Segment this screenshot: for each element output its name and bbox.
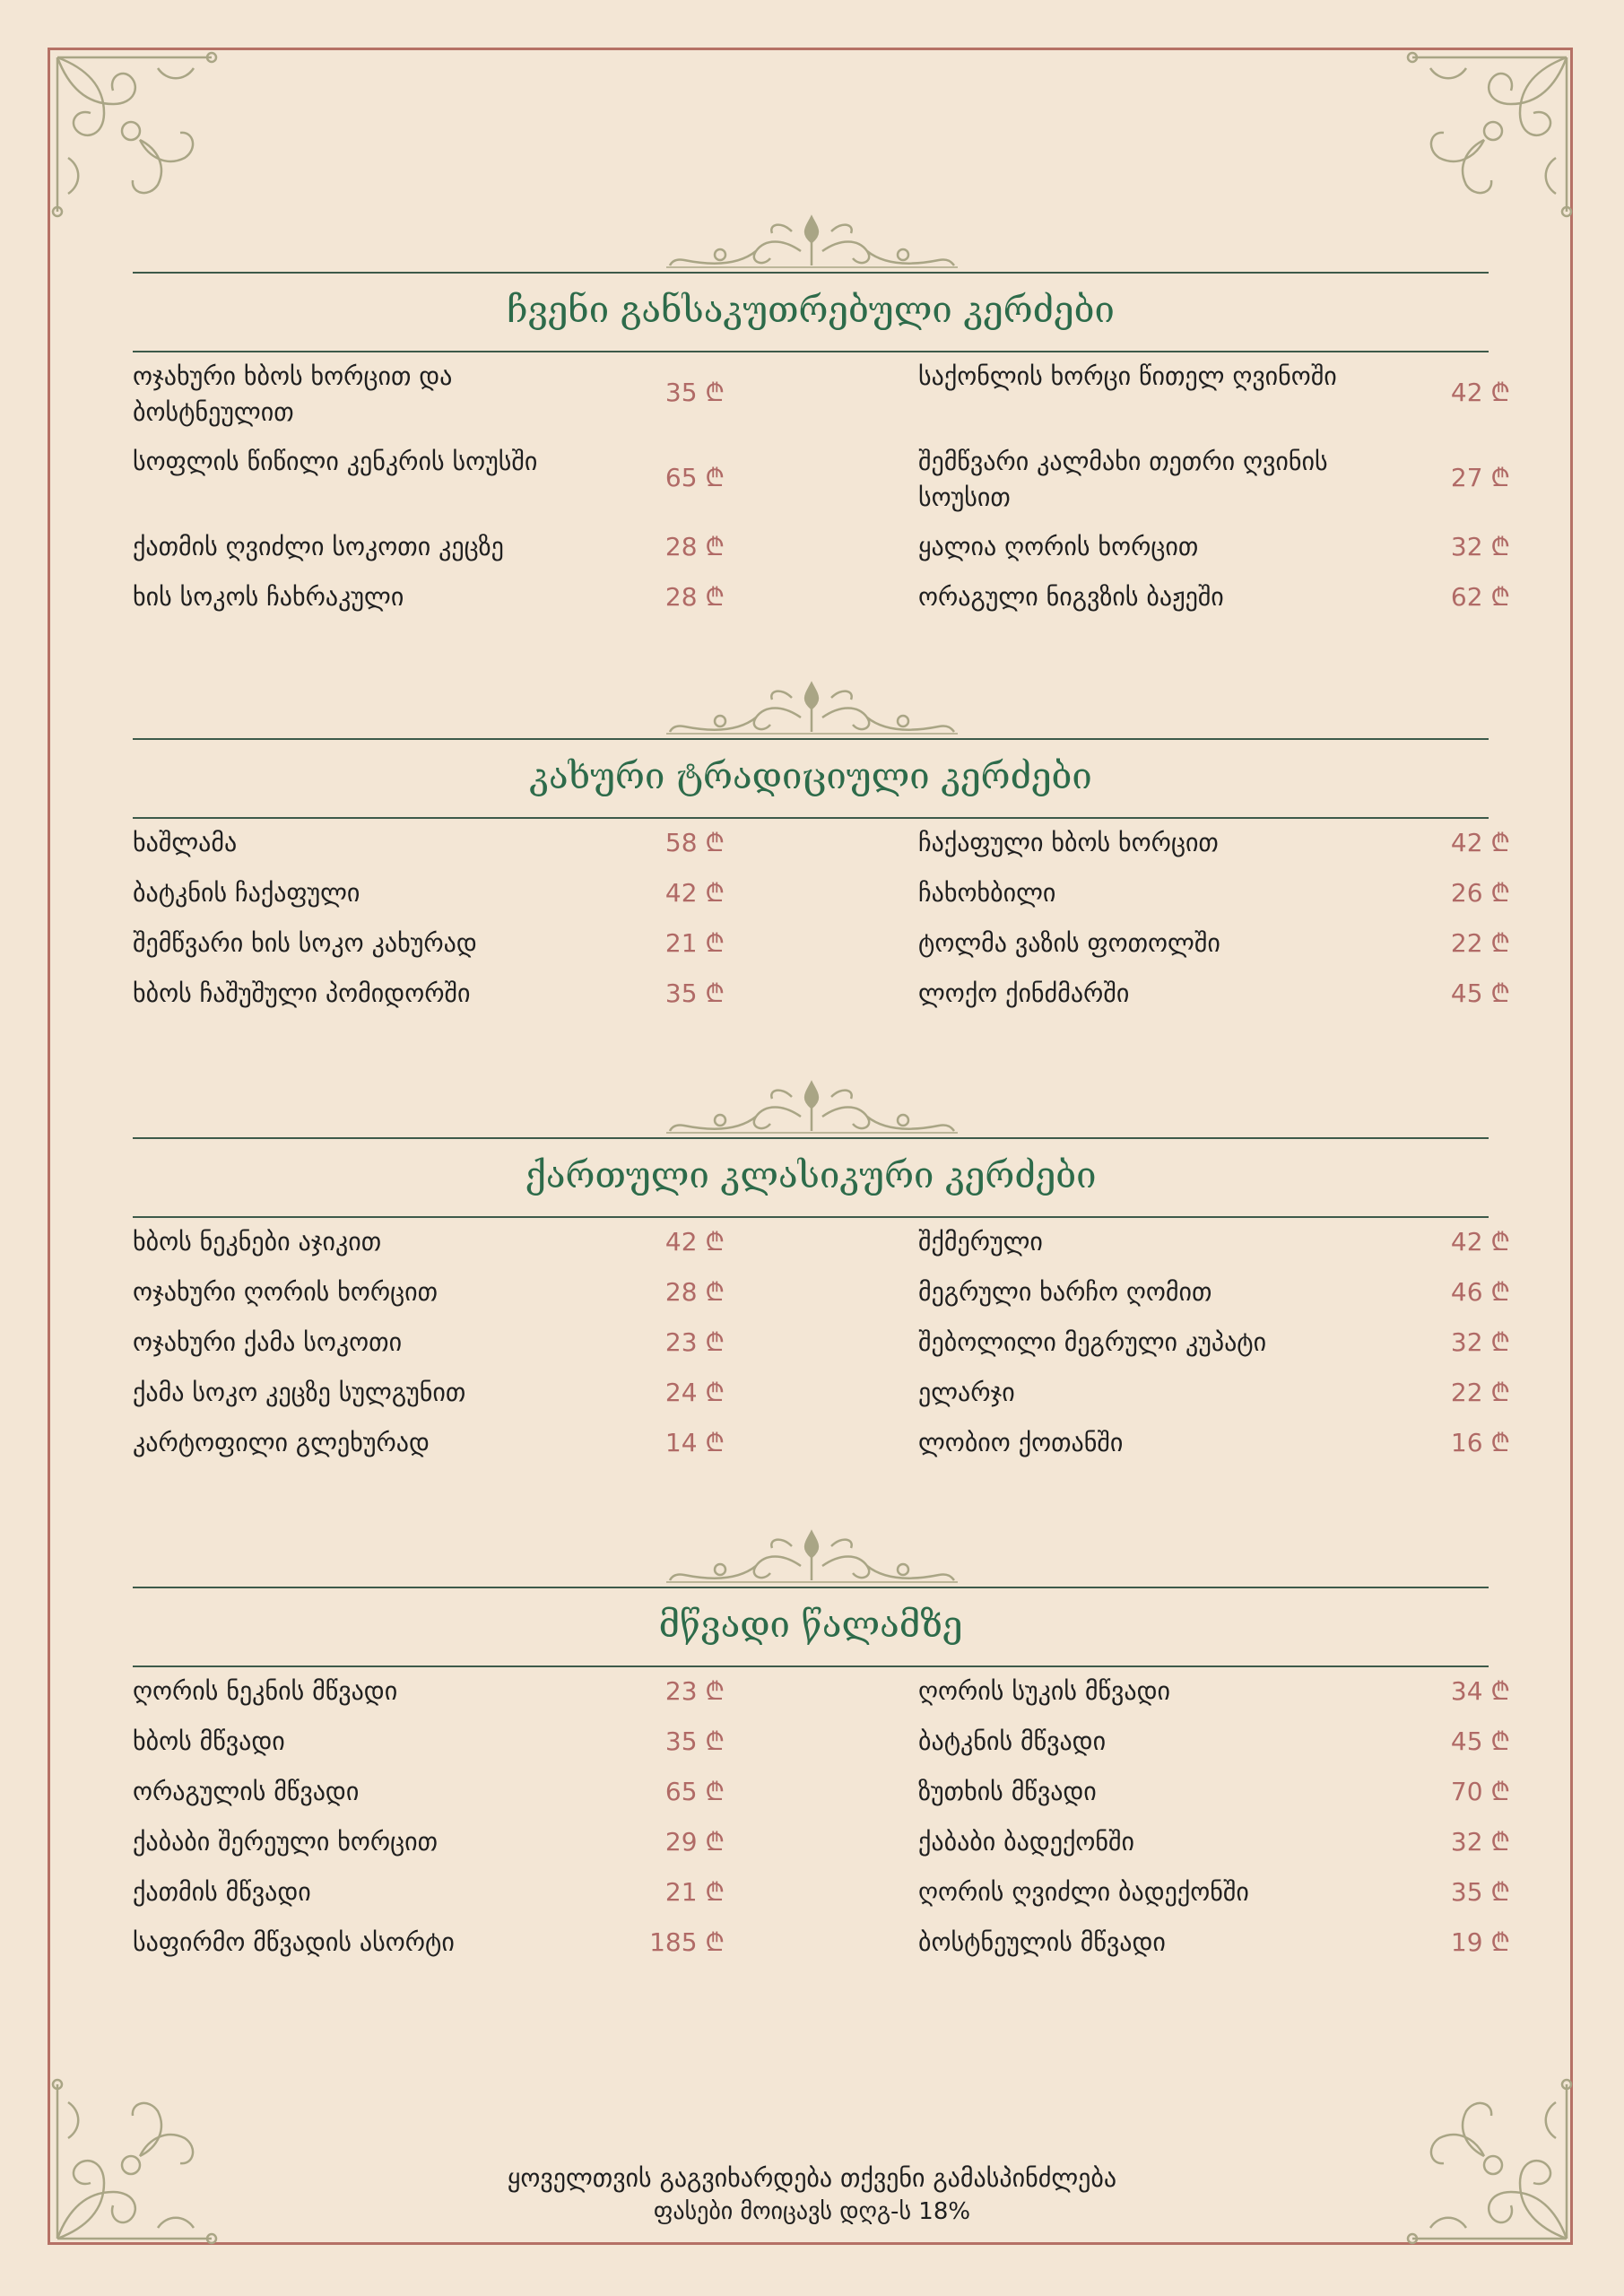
menu-item-name: სოფლის წიწილი კენკრის სოუსში	[133, 447, 538, 476]
section-ornament	[666, 1526, 958, 1584]
menu-item-price: 42 ₾	[664, 878, 725, 908]
menu-item-name: შქმერული	[918, 1227, 1043, 1257]
menu-item	[918, 579, 1510, 630]
menu-item-price: 42 ₾	[1450, 1227, 1510, 1257]
menu-item	[918, 1425, 1510, 1475]
menu-item-name: ჩაქაფული ხბოს ხორცით	[918, 828, 1219, 857]
menu-item-name: ოჯახური ღორის ხორცით	[133, 1277, 439, 1307]
menu-item	[918, 1925, 1510, 1975]
menu-item-name: ყალია ღორის ხორცით	[918, 532, 1199, 561]
menu-item-price: 35 ₾	[664, 978, 725, 1008]
menu-item	[918, 926, 1510, 976]
menu-item-price: 32 ₾	[1450, 1827, 1510, 1857]
menu-item-price: 24 ₾	[664, 1378, 725, 1407]
menu-item-price: 27 ₾	[1450, 463, 1510, 492]
menu-item-price: 35 ₾	[1450, 1877, 1510, 1907]
menu-item	[133, 1824, 725, 1874]
menu-item-price: 23 ₾	[664, 1676, 725, 1706]
menu-item	[918, 359, 1510, 444]
menu-item-price: 21 ₾	[664, 928, 725, 958]
menu-item	[918, 1224, 1510, 1274]
menu-item-name: ქათმის ღვიძლი სოკოთი კეცზე	[133, 532, 504, 561]
menu-item	[918, 1274, 1510, 1325]
menu-item-name: მეგრული ხარჩო ღომით	[918, 1277, 1212, 1307]
section-rule-top	[133, 272, 1489, 274]
menu-item	[918, 1724, 1510, 1774]
menu-item-name: ქაბაბი ბადექონში	[918, 1827, 1134, 1857]
menu-item-name: ხბოს ნეკნები აჯიკით	[133, 1227, 382, 1257]
menu-item	[133, 1425, 725, 1475]
menu-item-name: ხბოს მწვადი	[133, 1726, 285, 1756]
corner-ornament-top-left	[50, 50, 221, 221]
menu-item-price: 29 ₾	[664, 1827, 725, 1857]
menu-item-price: 65 ₾	[664, 463, 725, 492]
corner-ornament-top-right	[1403, 50, 1574, 221]
menu-item-price: 62 ₾	[1450, 582, 1510, 612]
menu-item-price: 35 ₾	[664, 1726, 725, 1756]
menu-item	[918, 1824, 1510, 1874]
menu-item	[918, 444, 1510, 529]
menu-item-price: 23 ₾	[664, 1327, 725, 1357]
menu-item-name: შემწვარი ხის სოკო კახურად	[133, 928, 477, 958]
menu-item-price: 45 ₾	[1450, 978, 1510, 1008]
menu-item-price: 185 ₾	[649, 1927, 725, 1957]
menu-item-price: 45 ₾	[1450, 1726, 1510, 1756]
menu-item	[133, 1325, 725, 1375]
menu-item	[918, 1874, 1510, 1925]
menu-item-price: 34 ₾	[1450, 1676, 1510, 1706]
menu-item-name: ხის სოკოს ჩახრაკული	[133, 582, 404, 612]
menu-item-price: 46 ₾	[1450, 1277, 1510, 1307]
menu-item-name: ღორის ნეკნის მწვადი	[133, 1676, 398, 1706]
menu-item-name: ტოლმა ვაზის ფოთოლში	[918, 928, 1220, 958]
menu-item-name: ორაგული ნიგვზის ბაჟეში	[918, 582, 1224, 612]
menu-item-price: 21 ₾	[664, 1877, 725, 1907]
section-title: ქართული კლასიკური კერძები	[525, 1155, 1097, 1196]
menu-item-price: 65 ₾	[664, 1777, 725, 1806]
menu-item-name: საქონლის ხორცი წითელ ღვინოში	[918, 361, 1337, 391]
menu-item-price: 42 ₾	[664, 1227, 725, 1257]
menu-item	[918, 1674, 1510, 1724]
menu-item-price: 42 ₾	[1450, 828, 1510, 857]
menu-item	[918, 529, 1510, 579]
menu-item-name: ქაბაბი შერეული ხორცით	[133, 1827, 439, 1857]
menu-item-price: 28 ₾	[664, 1277, 725, 1307]
menu-item-price: 16 ₾	[1450, 1428, 1510, 1457]
menu-item-price: 19 ₾	[1450, 1927, 1510, 1957]
section-rule-bottom	[133, 1665, 1489, 1667]
menu-item-name: ბატკნის მწვადი	[918, 1726, 1107, 1756]
menu-item-name: ქათმის მწვადი	[133, 1877, 311, 1907]
menu-item-price: 26 ₾	[1450, 878, 1510, 908]
menu-item-price: 58 ₾	[664, 828, 725, 857]
menu-item-name: ღორის ღვიძლი ბადექონში	[918, 1877, 1249, 1907]
menu-item	[918, 825, 1510, 875]
section-ornament	[666, 1077, 958, 1135]
menu-item	[918, 1774, 1510, 1824]
menu-item-name: ლოქო ქინძმარში	[918, 978, 1130, 1008]
section-rule-bottom	[133, 351, 1489, 352]
footer-vat-note: ფასები მოიცავს დღგ-ს 18%	[653, 2198, 971, 2225]
menu-item-price: 14 ₾	[664, 1428, 725, 1457]
section-rule-top	[133, 1587, 1489, 1588]
menu-item	[133, 1774, 725, 1824]
menu-item-name: ქამა სოკო კეცზე სულგუნით	[133, 1378, 466, 1407]
menu-item	[918, 875, 1510, 926]
section-title: კახური ტრადიციული კერძები	[529, 756, 1092, 797]
menu-item-name: ხბოს ჩაშუშული პომიდორში	[133, 978, 471, 1008]
section-rule-top	[133, 1137, 1489, 1139]
menu-item-price: 42 ₾	[1450, 378, 1510, 407]
menu-item-name: ბატკნის ჩაქაფული	[133, 878, 360, 908]
menu-item	[133, 444, 725, 529]
menu-item-price: 32 ₾	[1450, 1327, 1510, 1357]
menu-item-price: 35 ₾	[664, 378, 725, 407]
menu-item	[133, 1674, 725, 1724]
menu-item	[133, 825, 725, 875]
menu-item	[133, 875, 725, 926]
menu-item	[133, 1274, 725, 1325]
menu-item	[133, 1375, 725, 1425]
menu-item	[133, 529, 725, 579]
section-rule-top	[133, 738, 1489, 740]
menu-item-name: ღორის სუკის მწვადი	[918, 1676, 1170, 1706]
menu-item-price: 22 ₾	[1450, 928, 1510, 958]
menu-item	[133, 579, 725, 630]
menu-item	[133, 1224, 725, 1274]
menu-item	[133, 1925, 725, 1975]
menu-item-name: ჩახოხბილი	[918, 878, 1056, 908]
menu-item-name: ზუთხის მწვადი	[918, 1777, 1097, 1806]
menu-item	[133, 976, 725, 1026]
menu-item-name: კარტოფილი გლეხურად	[133, 1428, 430, 1457]
menu-item	[133, 926, 725, 976]
menu-item-price: 32 ₾	[1450, 532, 1510, 561]
section-title: ჩვენი განსაკუთრებული კერძები	[507, 290, 1115, 331]
menu-item	[918, 976, 1510, 1026]
menu-item	[133, 1724, 725, 1774]
menu-item	[918, 1325, 1510, 1375]
menu-item-name: ოჯახური ქამა სოკოთი	[133, 1327, 403, 1357]
menu-item-name: საფირმო მწვადის ასორტი	[133, 1927, 455, 1957]
section-ornament	[666, 678, 958, 735]
menu-item	[133, 1874, 725, 1925]
menu-item-price: 28 ₾	[664, 582, 725, 612]
menu-item-name: ლობიო ქოთანში	[918, 1428, 1124, 1457]
menu-item	[133, 359, 725, 444]
section-ornament	[666, 212, 958, 269]
menu-item-name: ელარჯი	[918, 1378, 1015, 1407]
menu-item-price: 28 ₾	[664, 532, 725, 561]
section-rule-bottom	[133, 1216, 1489, 1218]
menu-item-name: ბოსტნეულის მწვადი	[918, 1927, 1166, 1957]
menu-item-name: ორაგულის მწვადი	[133, 1777, 360, 1806]
menu-item	[918, 1375, 1510, 1425]
menu-item-name: ოჯახური ხბოს ხორცით და ბოსტნეულით	[133, 361, 453, 427]
section-title: მწვადი წალამზე	[658, 1605, 963, 1646]
section-rule-bottom	[133, 817, 1489, 819]
menu-item-name: ხაშლამა	[133, 828, 238, 857]
menu-item-price: 22 ₾	[1450, 1378, 1510, 1407]
footer-welcome-text: ყოველთვის გაგვიხარდება თქვენი გამასპინძლება	[507, 2163, 1117, 2193]
menu-item-price: 70 ₾	[1450, 1777, 1510, 1806]
menu-item-name: შებოლილი მეგრული კუპატი	[918, 1327, 1267, 1357]
menu-item-name: შემწვარი კალმახი თეთრი ღვინის სოუსით	[918, 447, 1328, 512]
